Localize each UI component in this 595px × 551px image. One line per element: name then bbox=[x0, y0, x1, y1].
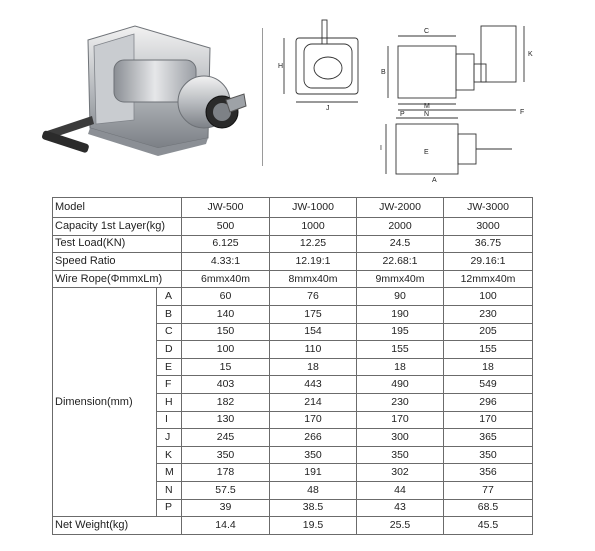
table-cell: 3000 bbox=[444, 218, 533, 236]
table-cell: 1000 bbox=[270, 218, 357, 236]
drawing-label-m: M bbox=[424, 103, 430, 110]
table-cell: 57.5 bbox=[182, 481, 270, 499]
table-cell: 48 bbox=[270, 481, 357, 499]
dimension-code: A bbox=[157, 288, 182, 306]
table-cell: 43 bbox=[357, 499, 444, 517]
table-cell: 6.125 bbox=[182, 235, 270, 253]
table-cell: 170 bbox=[444, 411, 533, 429]
table-cell: 170 bbox=[357, 411, 444, 429]
row-label: Net Weight(kg) bbox=[53, 517, 182, 535]
dimension-code: P bbox=[157, 499, 182, 517]
table-cell: 44 bbox=[357, 481, 444, 499]
table-cell: 154 bbox=[270, 323, 357, 341]
dimension-code: D bbox=[157, 341, 182, 359]
table-row bbox=[53, 235, 533, 253]
table-row bbox=[53, 517, 533, 535]
table-cell: 39 bbox=[182, 499, 270, 517]
table-cell: 230 bbox=[444, 305, 533, 323]
table-cell: 90 bbox=[357, 288, 444, 306]
table-cell: 14.4 bbox=[182, 517, 270, 535]
table-cell: 350 bbox=[270, 446, 357, 464]
table-cell: 45.5 bbox=[444, 517, 533, 535]
table-cell: 443 bbox=[270, 376, 357, 394]
drawing-label-k: K bbox=[528, 51, 533, 58]
row-label: Test Load(KN) bbox=[53, 235, 182, 253]
table-cell: 155 bbox=[357, 341, 444, 359]
table-cell: 500 bbox=[182, 218, 270, 236]
table-cell: 175 bbox=[270, 305, 357, 323]
table-cell: 178 bbox=[182, 464, 270, 482]
table-cell: 22.68:1 bbox=[357, 253, 444, 271]
dimension-code: M bbox=[157, 464, 182, 482]
header-model: JW-2000 bbox=[357, 198, 444, 218]
table-row bbox=[53, 288, 533, 306]
table-cell: 266 bbox=[270, 429, 357, 447]
table-cell: 18 bbox=[444, 358, 533, 376]
table-cell: 182 bbox=[182, 393, 270, 411]
drawing-label-b: B bbox=[381, 69, 386, 76]
table-cell: 403 bbox=[182, 376, 270, 394]
table-cell: 29.16:1 bbox=[444, 253, 533, 271]
table-cell: 195 bbox=[357, 323, 444, 341]
dimension-code: E bbox=[157, 358, 182, 376]
drawing-label-f: F bbox=[520, 109, 525, 116]
table-cell: 140 bbox=[182, 305, 270, 323]
header-model: JW-1000 bbox=[270, 198, 357, 218]
drawing-label-j: J bbox=[326, 105, 330, 112]
drawing-label-a: A bbox=[432, 177, 437, 184]
table-cell: 245 bbox=[182, 429, 270, 447]
table-cell: 38.5 bbox=[270, 499, 357, 517]
table-row bbox=[53, 253, 533, 271]
drawing-label-e: E bbox=[424, 149, 429, 156]
dimension-code: N bbox=[157, 481, 182, 499]
table-cell: 18 bbox=[357, 358, 444, 376]
table-cell: 9mmx40m bbox=[357, 270, 444, 288]
table-cell: 350 bbox=[357, 446, 444, 464]
dimension-drawings bbox=[276, 16, 576, 184]
drawing-label-n: N bbox=[424, 111, 430, 118]
table-cell: 110 bbox=[270, 341, 357, 359]
table-cell: 150 bbox=[182, 323, 270, 341]
table-cell: 18 bbox=[270, 358, 357, 376]
table-row bbox=[53, 218, 533, 236]
table-row bbox=[53, 270, 533, 288]
table-cell: 356 bbox=[444, 464, 533, 482]
table-cell: 350 bbox=[444, 446, 533, 464]
table-cell: 155 bbox=[444, 341, 533, 359]
table-cell: 8mmx40m bbox=[270, 270, 357, 288]
table-cell: 4.33:1 bbox=[182, 253, 270, 271]
winch-photo bbox=[30, 20, 250, 170]
table-cell: 6mmx40m bbox=[182, 270, 270, 288]
table-cell: 12.19:1 bbox=[270, 253, 357, 271]
table-cell: 191 bbox=[270, 464, 357, 482]
table-cell: 25.5 bbox=[357, 517, 444, 535]
dimension-code: B bbox=[157, 305, 182, 323]
table-cell: 60 bbox=[182, 288, 270, 306]
table-cell: 24.5 bbox=[357, 235, 444, 253]
dimension-code: I bbox=[157, 411, 182, 429]
dimension-code: K bbox=[157, 446, 182, 464]
table-cell: 100 bbox=[182, 341, 270, 359]
spec-table bbox=[52, 197, 533, 535]
drawing-label-i: I bbox=[380, 145, 382, 152]
drawing-label-p: P bbox=[400, 111, 405, 118]
header-model: JW-3000 bbox=[444, 198, 533, 218]
header-label: Model bbox=[53, 198, 182, 218]
table-cell: 214 bbox=[270, 393, 357, 411]
row-label: Capacity 1st Layer(kg) bbox=[53, 218, 182, 236]
table-cell: 19.5 bbox=[270, 517, 357, 535]
row-label: Speed Ratio bbox=[53, 253, 182, 271]
dimension-code: C bbox=[157, 323, 182, 341]
separator-line bbox=[262, 28, 263, 166]
table-cell: 230 bbox=[357, 393, 444, 411]
dimension-code: H bbox=[157, 393, 182, 411]
table-cell: 12.25 bbox=[270, 235, 357, 253]
table-cell: 490 bbox=[357, 376, 444, 394]
table-cell: 100 bbox=[444, 288, 533, 306]
dimension-code: F bbox=[157, 376, 182, 394]
table-cell: 365 bbox=[444, 429, 533, 447]
table-cell: 302 bbox=[357, 464, 444, 482]
table-cell: 36.75 bbox=[444, 235, 533, 253]
header-model: JW-500 bbox=[182, 198, 270, 218]
table-header-row bbox=[53, 198, 533, 218]
table-cell: 350 bbox=[182, 446, 270, 464]
table-cell: 300 bbox=[357, 429, 444, 447]
dimension-label: Dimension(mm) bbox=[53, 288, 157, 517]
table-cell: 76 bbox=[270, 288, 357, 306]
drawing-label-c: C bbox=[424, 28, 430, 35]
table-cell: 15 bbox=[182, 358, 270, 376]
table-cell: 2000 bbox=[357, 218, 444, 236]
table-cell: 549 bbox=[444, 376, 533, 394]
table-cell: 68.5 bbox=[444, 499, 533, 517]
table-cell: 170 bbox=[270, 411, 357, 429]
table-cell: 12mmx40m bbox=[444, 270, 533, 288]
dimension-code: J bbox=[157, 429, 182, 447]
table-cell: 296 bbox=[444, 393, 533, 411]
row-label: Wire Rope(ΦmmxLm) bbox=[53, 270, 182, 288]
table-cell: 205 bbox=[444, 323, 533, 341]
table-cell: 77 bbox=[444, 481, 533, 499]
table-cell: 190 bbox=[357, 305, 444, 323]
drawing-label-h: H bbox=[278, 63, 284, 70]
table-cell: 130 bbox=[182, 411, 270, 429]
